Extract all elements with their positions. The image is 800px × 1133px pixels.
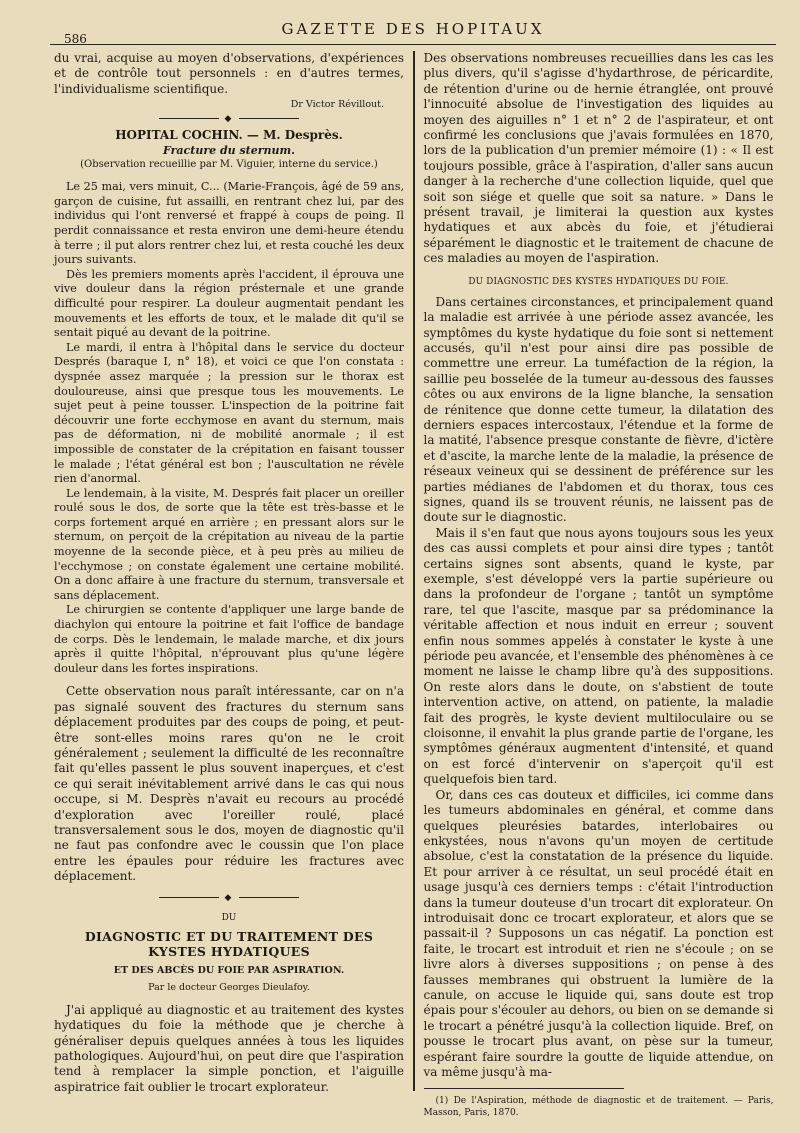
page-header bbox=[50, 18, 776, 45]
commentary-paragraph: Cette observation nous paraît intéressante, car on n'a pas signalé souvent des fractures du sternum sans déplacement produites par des coups de poing, et peut-être sont-elles moins rares qu'on ne le croit généralement ; seulement la difficulté de les reconnaître fait qu'elles passent le plus souvent inaperçues, et c'est ce qui serait inévitablement arrivé dans le cas qui nous occupe, si M. Desprès n'avait eu recours au procédé d'exploration avec l'oreiller roulé, placé transversalement sous le dos, moyen de diagnostic qu'il ne faut pas confondre avec le coussin que l'on place entre les épaules pour réduire les fractures avec déplacement. bbox=[54, 684, 404, 884]
article-opening: J'ai appliqué au diagnostic et au traitement des kystes hydatiques du foie la méthode que je cherche à généraliser depuis quelques années à tous les liquides pathologiques. Aujourd'hui, on peut dire que l'aspiration tend à remplacer la simple ponction, et l'aiguille aspiratrice fait oublier le trocart explorateur. bbox=[54, 1002, 404, 1094]
case-paragraph-4: Le lendemain, à la visite, M. Després fait placer un oreiller roulé sous le dos, de sorte que la tête est très-basse et le corps fortement arqué en arrière ; en pressant alors sur le sternum, on perçoit de la crépitation au niveau de la partie moyenne de la seconde pièce, et à peu près au milieu de l'ecchymose ; on constate également une certaine mobilité. On a donc affaire à une fracture du sternum, transversale et sans déplacement. bbox=[54, 486, 404, 602]
case-paragraph-3: Le mardi, il entra à l'hôpital dans le service du docteur Després (baraque I, n° 18), et voici ce que l'on constata : dyspnée assez marquée ; la pression sur le thorax est douloureuse, ainsi que presque tous les mouvements. Le sujet peut à peine tousser. L'inspection de la poitrine fait découvrir une forte ecchymose en avant du sternum, mais pas de déformation, ni de mobilité anormale ; il est impossible de constater de la crépitation en faisant tousser le malade ; l'état général est bon ; l'auscultation ne révèle rien d'anormal. bbox=[54, 340, 404, 486]
footnote-rule bbox=[424, 1088, 624, 1089]
hospital-heading: HOPITAL COCHIN. — M. Desprès. bbox=[115, 128, 343, 143]
case-subtitle: Fracture du sternum. bbox=[163, 144, 295, 158]
footnote: (1) De l'Aspiration, méthode de diagnostic et de traitement. — Paris, Masson, Paris, 1870. bbox=[423, 1096, 774, 1119]
case-paragraph-5: Le chirurgien se contente d'appliquer une large bande de diachylon qui entoure la poitrine et fait l'office de bandage de corps. Dès le lendemain, le malade marche, et dix jours après il quitte l'hôpital, n'éprouvant plus qu'une légère douleur dans les fortes inspirations. bbox=[54, 603, 404, 675]
journal-title: GAZETTE DES HOPITAUX bbox=[281, 20, 545, 38]
right-paragraph-2: Dans certaines circonstances, et principalement quand la maladie est arrivée à une période assez avancée, les symptômes du kyste hydatique du foie sont si nettement accusés, qu'il n'est pour ainsi dire pas possible de commettre une erreur. La tuméfaction de la région, la saillie peu bosselée de la tumeur au-dessous des fausses côtes ou aux environs de la ligne blanche, la sensation de rénitence que donne cette tumeur, la dilatation des derniers espaces intercostaux, l'étendue et la forme de la matité, l'absence presque constante de fièvre, d'ictère et d'ascite, la marche lente de la maladie, la présence de réseaux veineux qui se dessinent de préférence sur les parties médianes de l'abdomen et du thorax, tous ces signes, quand ils se trouvent réunis, ne laissent pas de doute sur le diagnostic. bbox=[423, 294, 774, 525]
right-paragraph-3: Mais il s'en faut que nous ayons toujours sous les yeux des cas aussi complets et pour ainsi dire types ; tantôt certains signes sont absents, quand le kyste, par exemple, s'est développé vers la partie supérieure ou dans la profondeur de l'organe ; tantôt un symptôme rare, tel que l'ascite, masque par sa prédominance la véritable affection et nous induit en erreur ; souvent enfin nous sommes appelés à constater le kyste à une période peu avancée, et l'ensemble des phénomènes à ce moment ne laisse le champ libre qu'à des suppositions. On reste alors dans le doute, on s'abstient de toute intervention active, on attend, on patiente, la maladie fait des progrès, le kyste devient multiloculaire ou se cloisonne, il envahit la plus grande partie de l'organe, les symptômes généraux augmentent d'intensité, et quand on est forcé d'intervenir on s'aperçoit qu'il est quelquefois bien tard. bbox=[423, 525, 774, 787]
ornament-divider: ◆ bbox=[54, 114, 404, 124]
article-author: Par le docteur Georges Dieulafoy. bbox=[148, 981, 310, 993]
left-column bbox=[50, 51, 404, 1094]
right-paragraph-1: Des observations nombreuses recueillies dans les cas les plus divers, qu'il s'agisse d'hydarthrose, de péricardite, de rétention d'urine ou de hernie étranglée, ont prouvé l'innocuité absolue de l'investigation des liquides au moyen des aiguilles n° 1 et n° 2 de l'aspirateur, et ont confirmé les conclusions que j'avais formulées en 1870, lors de la publication d'un premier mémoire (1) : « Il est toujours possible, grâce à l'aspiration, d'aller sans aucun danger à la recherche d'une collection liquide, quel que soit son siége et quelle que soit sa nature. » Dans le présent travail, je limiterai la question aux kystes hydatiques et aux abcès du foie, et j'étudierai séparément le diagnostic et le traitement de chacune de ces maladies au moyen de l'aspiration. bbox=[423, 51, 774, 266]
ornament-divider-2: ◆ bbox=[54, 893, 404, 903]
column-rule bbox=[413, 51, 415, 1091]
article-du: DU bbox=[221, 912, 237, 923]
signature: Dr Victor Révillout. bbox=[290, 99, 384, 111]
columns bbox=[50, 51, 776, 1119]
article-title: DIAGNOSTIC ET DU TRAITEMENT DES KYSTES HYDATIQUES bbox=[84, 928, 374, 959]
intro-paragraph: du vrai, acquise au moyen d'observations, d'expériences et de contrôle tout personnels : en d'autres termes, l'individualisme scientifique. bbox=[54, 51, 404, 96]
observation-note: (Observation recueillie par M. Viguier, interne du service.) bbox=[80, 159, 378, 171]
section-heading: DU DIAGNOSTIC DES KYSTES HYDATIQUES DU FOIE. bbox=[468, 276, 729, 287]
article-subtitle: ET DES ABCÈS DU FOIE PAR ASPIRATION. bbox=[113, 964, 345, 976]
page-number: 586 bbox=[64, 32, 87, 46]
right-paragraph-4: Or, dans ces cas douteux et difficiles, ici comme dans les tumeurs abdominales en général, et comme dans quelques pleurésies batardes, interlobaires ou enkystées, nous n'avons qu'un moyen de certitude absolue, c'est la constatation de la présence du liquide. Et pour arriver à ce résultat, un seul procédé était en usage jusqu'à ces derniers temps : c'était l'introduction dans la tumeur douteuse d'un trocart dit explorateur. On introduisait donc ce trocart explorateur, et alors que se passait-il ? Supposons un cas négatif. La ponction est faite, le trocart est introduit et rien ne s'écoule ; on se livre alors à diverses suppositions ; on pense à des fausses membranes qui obstruent la lumière de la canule, on accuse le liquide qui, sans doute est trop épais pour s'écouler au dehors, ou bien on se demande si le trocart a pénétré jusqu'à la collection liquide. Bref, on pousse le trocart plus avant, on pèse sur la tumeur, espérant faire sourdre la goutte de liquide attendue, on va même jusqu'à ma- bbox=[423, 787, 774, 1079]
right-column bbox=[423, 51, 774, 1119]
case-paragraph-1: Le 25 mai, vers minuit, C... (Marie-François, âgé de 59 ans, garçon de cuisine, fut assailli, en rentrant chez lui, par des individus qui l'ont renversé et frappé à coups de poing. Il perdit connaissance et resta environ une demi-heure étendu à terre ; il put alors rentrer chez lui, et resta couché les deux jours suivants. bbox=[54, 180, 404, 267]
case-paragraph-2: Dès les premiers moments après l'accident, il éprouva une vive douleur dans la région présternale et une grande difficulté pour respirer. La douleur augmentait pendant les mouvements et les efforts de toux, et le malade dit qu'il se sentait piqué au devant de la poitrine. bbox=[54, 267, 404, 340]
